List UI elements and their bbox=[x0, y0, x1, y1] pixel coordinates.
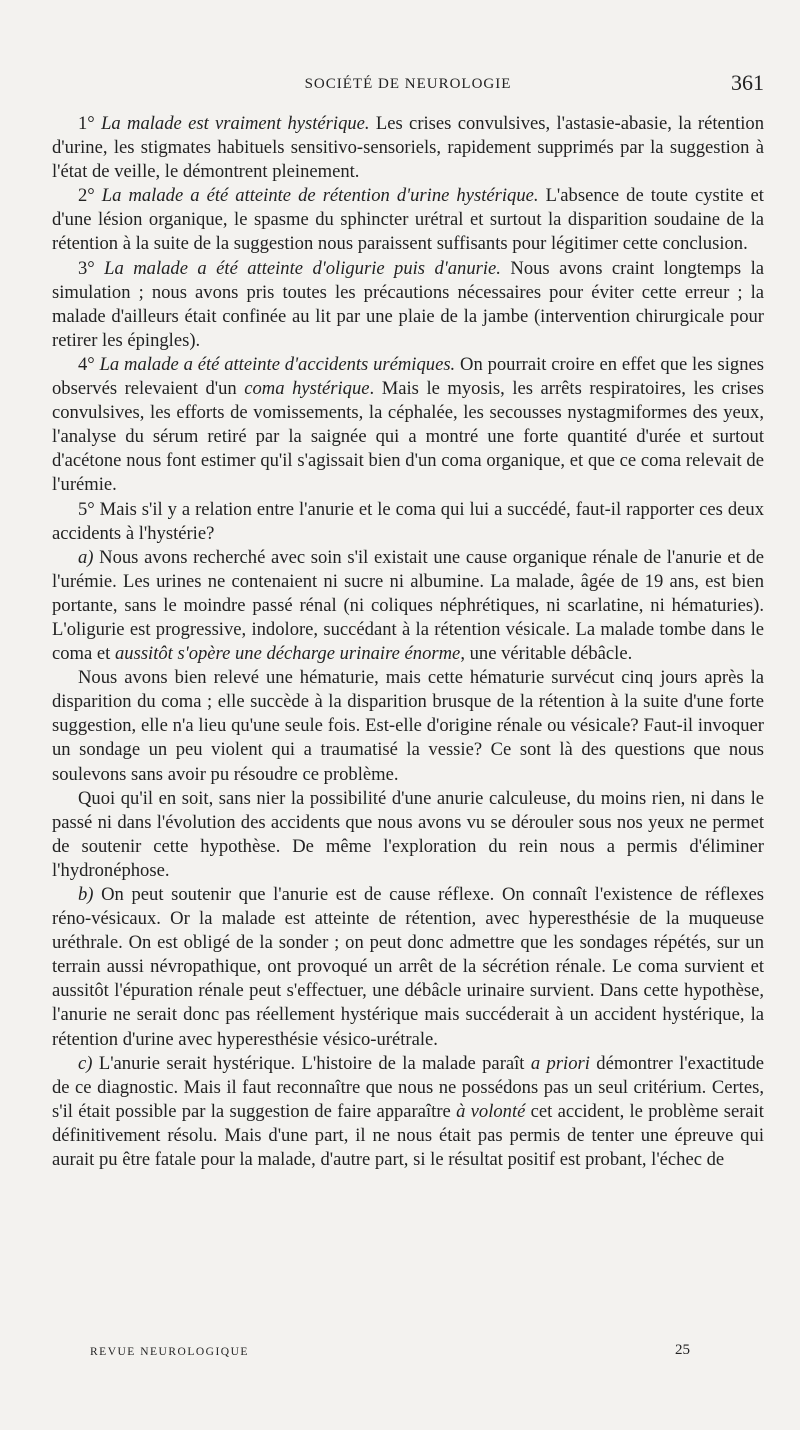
paragraph-3: 3° La malade a été atteinte d'oligurie puis d'anurie. Nous avons craint longtemps la simulation ; nous avons pris toutes les précautions nécessaires pour éviter cette erreur ; la malade d'ailleurs était confinée au lit par une plaie de la jambe (intervention chirurgicale pour retirer les épingles). bbox=[52, 257, 764, 351]
paragraph-1: 1° La malade est vraiment hystérique. Les crises convulsives, l'astasie-abasie, la rétention d'urine, les stigmates habituels sensitivo-sensoriels, rapidement supprimés par la suggestion à l'état de veille, le démontrent pleinement. bbox=[52, 113, 764, 183]
page-footer bbox=[90, 1342, 690, 1364]
page-number: 361 bbox=[731, 70, 764, 95]
paragraph-8: Quoi qu'il en soit, sans nier la possibilité d'une anurie calculeuse, du moins rien, ni dans le passé ni dans l'évolution des accidents que nous avons vu se dérouler sous nos yeux ne permet de soutenir cette hypothèse. De même l'exploration du rein nous a permis d'éliminer l'hydronéphose. bbox=[52, 787, 764, 881]
paragraph-6: a) Nous avons recherché avec soin s'il existait une cause organique rénale de l'anurie et de l'urémie. Les urines ne contenaient ni sucre ni albumine. La malade, âgée de 19 ans, est bien portante, sans le moindre passé rénal (ni coliques néphrétiques, ni scarlatine, ni hématuries). L'oligurie est progressive, indolore, succédant à la rétention vésicale. La malade tombe dans le coma et aussitôt s'opère une décharge urinaire énorme, une véritable débâcle. bbox=[52, 546, 764, 665]
journal-name: REVUE NEUROLOGIQUE bbox=[90, 1346, 249, 1358]
paragraph-4: 4° La malade a été atteinte d'accidents urémiques. On pourrait croire en effet que les signes observés relevaient d'un coma hystérique. Mais le myosis, les arrêts respiratoires, les crises convulsives, les efforts de vomissements, la céphalée, les secousses nystagmiformes des yeux, l'analyse du sérum retiré par la saignée qui a montré une forte quantité d'urée et surtout d'acétone nous font estimer qu'il s'agissait bien d'un coma organique, et que ce coma relevait de l'urémie. bbox=[52, 353, 764, 496]
signature-mark: 25 bbox=[675, 1342, 690, 1358]
paragraph-5: 5° Mais s'il y a relation entre l'anurie et le coma qui lui a succédé, faut-il rapporter ces deux accidents à l'hystérie? bbox=[52, 498, 764, 544]
paragraph-10: c) L'anurie serait hystérique. L'histoire de la malade paraît a priori démontrer l'exactitude de ce diagnostic. Mais il faut reconnaître que nous ne possédons pas un seul critérium. Certes, s'il était possible par la suggestion de faire apparaître à volonté cet accident, le problème serait définitivement résolu. Mais d'une part, il ne nous était pas permis de tenter une épreuve qui aurait pu être fatale pour la malade, d'autre part, si le résultat positif est probant, l'échec de bbox=[52, 1052, 765, 1171]
page-header bbox=[52, 70, 764, 100]
paragraph-7: Nous avons bien relevé une hématurie, mais cette hématurie survécut cinq jours après la disparition du coma ; elle succède à la disparition brusque de la rétention à la suite d'une forte suggestion, elle n'a lieu qu'une seule fois. Est-elle d'origine rénale ou vésicale? Faut-il invoquer un sondage un peu violent qui a traumatisé la vessie? Ce sont là des questions que nous soulevons sans avoir pu résoudre ce problème. bbox=[52, 667, 764, 785]
running-head: SOCIÉTÉ DE NEUROLOGIE bbox=[304, 76, 512, 92]
paragraph-2: 2° La malade a été atteinte de rétention d'urine hystérique. L'absence de toute cystite et d'une lésion organique, le spasme du sphincter urétral et surtout la disparition soudaine de la rétention à la suite de la suggestion nous paraissent suffisants pour légitimer cette conclusion. bbox=[52, 185, 764, 255]
paragraph-9: b) On peut soutenir que l'anurie est de cause réflexe. On connaît l'existence de réflexes réno-vésicaux. Or la malade est atteinte de rétention, avec hyperesthésie de la muqueuse uréthrale. On est obligé de la sonder ; on peut donc admettre que les sondages répétés, sur un terrain aussi névropathique, ont provoqué un arrêt de la sécrétion rénale. Le coma survient et aussitôt l'épuration rénale peut s'effectuer, une débâcle urinaire survient. Dans cette hypothèse, l'anurie ne serait donc pas réellement hystérique mais succéderait à un accident hystérique, la rétention d'urine avec hyperesthésie vésico-urétrale. bbox=[52, 884, 764, 1050]
body-text bbox=[52, 112, 764, 1172]
